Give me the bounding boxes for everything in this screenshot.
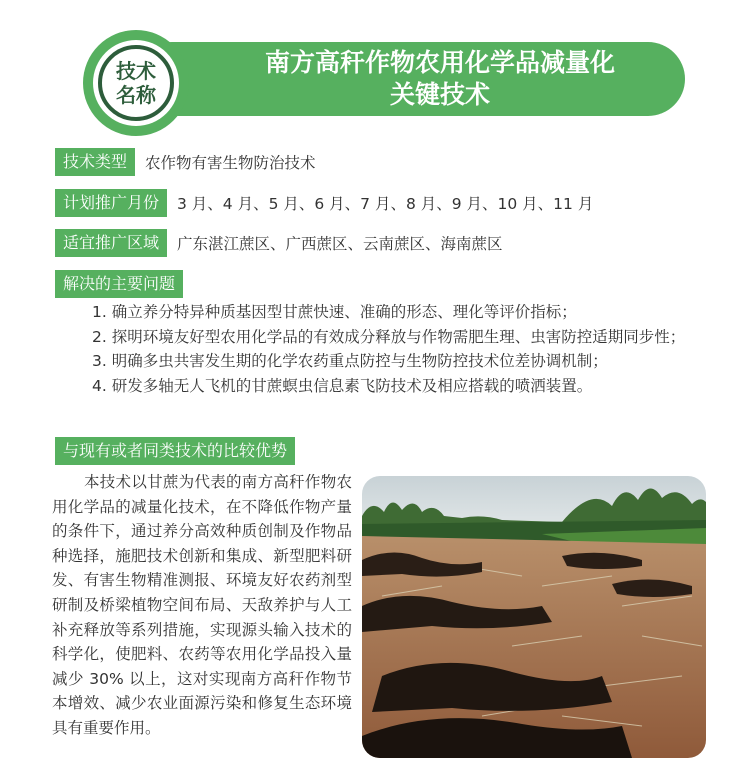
months-row [55,189,593,217]
problem-item: 1. 确立养分特异种质基因型甘蔗快速、准确的形态、理化等评价指标； [92,303,577,321]
problems-heading-row [55,270,183,298]
title-line-2: 关键技术 [389,80,490,109]
title-line-1: 南方高秆作物农用化学品减量化 [264,48,615,77]
problem-item: 4. 研发多轴无人飞机的甘蔗螟虫信息素飞防技术及相应搭载的喷洒装置。 [92,376,593,395]
field-image [362,476,706,758]
sugarcane-field-photo [362,476,706,758]
problem-item: 2. 探明环境友好型农用化学品的有效成分释放与作物需肥生理、虫害防控适期同步性； [92,327,686,346]
problems-label: 解决的主要问题 [55,270,183,298]
tech-type-row [55,148,316,176]
months-label: 计划推广月份 [55,189,167,217]
title-banner [135,42,685,116]
tech-name-badge [83,30,189,136]
badge-line-2: 名称 [116,83,156,107]
problems-list [52,300,707,398]
badge-line-1: 技术 [116,59,156,83]
header [0,0,750,150]
advantages-label: 与现有或者同类技术的比较优势 [55,437,295,465]
badge-ring [93,40,179,126]
problem-item: 3. 明确多虫共害发生期的化学农药重点防控与生物防控技术位差协调机制； [92,352,608,370]
advantages-heading-row [55,437,295,465]
tech-type-value: 农作物有害生物防治技术 [145,154,316,172]
regions-row [55,229,503,257]
months-value: 3 月、4 月、5 月、6 月、7 月、8 月、9 月、10 月、11 月 [177,195,594,213]
advantages-text: 本技术以甘蔗为代表的南方高秆作物农用化学品的减量化技术，在不降低作物产量的条件下，通过养分高效种质创制及作物品种选择，施肥技术创新和集成、新型肥料研发、有害生物精准测报、环境友好农药剂型研制及桥梁植物空间布局、天敌养护与人工补充释放等系列措施，实现源头输入技术的科学化，使肥料、农药等农用化学品投入量减少 30% 以上，这对实现南方高秆作物节本增效、减少农业面源污染和修复生态环境具有重要作用。 [52,473,352,737]
badge-inner [98,45,174,121]
regions-value: 广东湛江蔗区、广西蔗区、云南蔗区、海南蔗区 [177,235,503,253]
tech-type-label: 技术类型 [55,148,135,176]
regions-label: 适宜推广区域 [55,229,167,257]
